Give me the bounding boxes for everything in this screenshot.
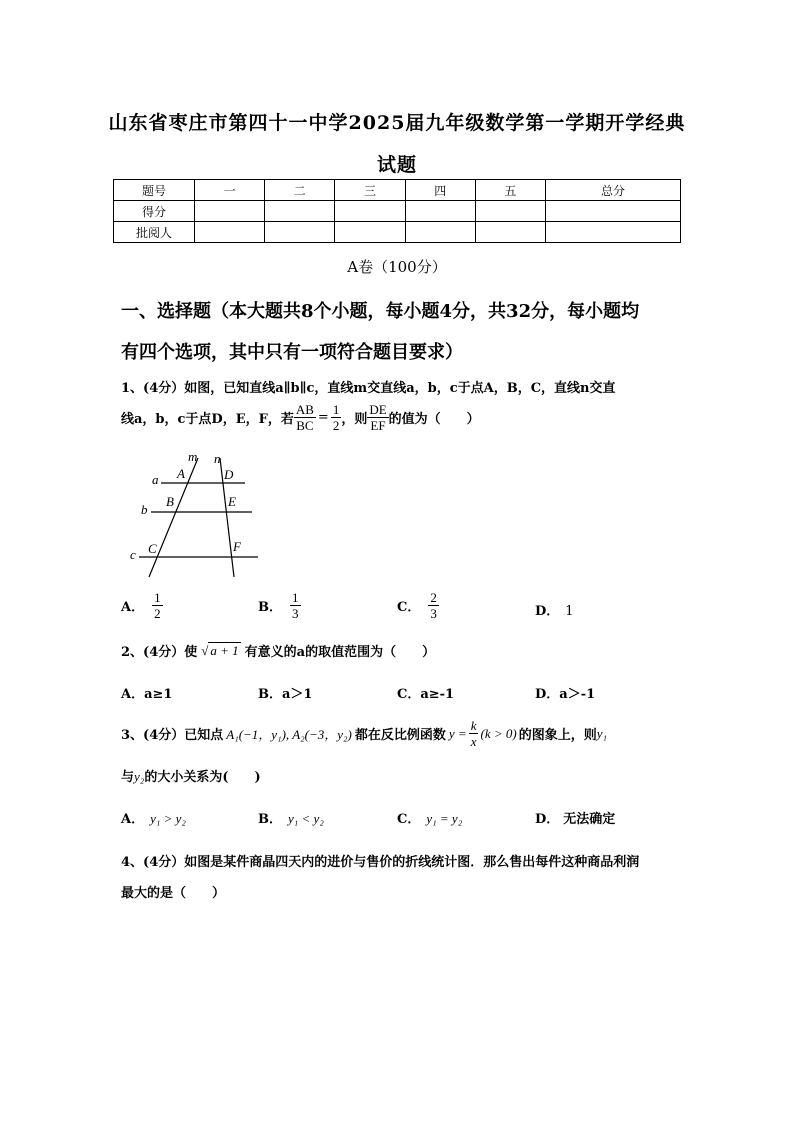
fraction-denominator: EF (370, 418, 386, 433)
q1-line2 (121, 402, 480, 433)
score-table-header-row (114, 180, 681, 201)
q2-option-b[interactable]: B．a＞1 (258, 687, 313, 702)
q3-func-fraction (469, 718, 479, 749)
q1-fraction-de-ef (367, 402, 388, 433)
option-fraction (290, 590, 301, 621)
q3-line2-b: 的大小关系为( ) (144, 770, 261, 785)
q3-suffix: 的图象上，则 (518, 728, 597, 743)
label-c: c (130, 547, 136, 562)
q4-line2: 最大的是（ ） (121, 886, 226, 901)
q2-option-c[interactable]: C．a≥-1 (397, 687, 455, 702)
option-letter: C． (397, 600, 421, 615)
score-cell (335, 222, 405, 243)
score-cell (195, 201, 265, 222)
part-a-heading: A卷（100分） (347, 258, 447, 276)
option-letter: B． (258, 812, 282, 827)
q3-option-b[interactable] (258, 808, 324, 827)
score-cell (405, 201, 475, 222)
q1-option-a[interactable] (121, 590, 163, 621)
score-table-row (114, 201, 681, 222)
parallel-lines-figure (125, 450, 265, 585)
section1-heading-line2: 有四个选项，其中只有一项符合题目要求） (121, 342, 463, 363)
option-fraction (428, 590, 439, 621)
score-cell (546, 222, 681, 243)
q3-prefix: 3、(4分）已知点 (121, 728, 224, 743)
q3-y2: y₂ (134, 769, 145, 784)
q3-option-c[interactable] (397, 808, 462, 827)
score-cell (405, 222, 475, 243)
fraction-denominator: 3 (430, 606, 437, 621)
fraction-numerator: 2 (430, 590, 437, 605)
score-table (113, 179, 681, 243)
fraction-denominator: 3 (292, 606, 299, 621)
paper-title-line2: 试题 (376, 154, 417, 176)
q2-sqrt-expression (201, 643, 240, 659)
fraction-numerator: k (470, 718, 477, 733)
label-D: D (224, 467, 234, 482)
q3-mid: 都在反比例函数 (354, 728, 446, 743)
q4-line1: 4、(4分）如图是某件商晶四天内的进价与售价的折线统计图．那么售出每件这种商品利润 (121, 855, 640, 870)
score-header-cell: 二 (265, 180, 335, 201)
q2-prefix: 2、(4分）使 (121, 645, 198, 660)
option-expression: y₁ > y₂ (150, 811, 186, 826)
q3-line2 (121, 766, 261, 785)
q1-text-c: 的值为（ ） (388, 412, 480, 427)
score-row-label: 批阅人 (114, 222, 195, 243)
label-C: C (148, 541, 157, 556)
option-expression: y₁ < y₂ (288, 811, 324, 826)
option-letter: D． (535, 812, 560, 827)
q1-option-d[interactable] (535, 600, 574, 619)
option-letter: D． (535, 604, 560, 619)
label-b: b (141, 502, 148, 517)
q3-line1 (121, 718, 607, 749)
option-expression: 无法确定 (563, 812, 616, 827)
fraction-denominator: x (470, 734, 477, 749)
label-A: A (177, 466, 185, 481)
label-E: E (228, 494, 236, 509)
q1-text-a: 线a，b，c于点D，E，F，若 (121, 412, 294, 427)
fraction-numerator: DE (369, 402, 387, 417)
score-cell (546, 201, 681, 222)
q3-option-a[interactable] (121, 808, 186, 827)
q3-line2-a: 与 (121, 770, 135, 785)
score-header-cell: 三 (335, 180, 405, 201)
label-m: m (188, 450, 198, 464)
score-cell (475, 201, 545, 222)
option-letter: B． (258, 600, 282, 615)
score-cell (195, 222, 265, 243)
score-header-cell: 题号 (114, 180, 195, 201)
paper-title-line1: 山东省枣庄市第四十一中学2025届九年级数学第一学期开学经典 (108, 112, 686, 134)
section1-heading-line1: 一、选择题（本大题共8个小题，每小题4分，共32分，每小题均 (121, 301, 640, 322)
option-letter: C． (397, 812, 421, 827)
option-letter: A． (121, 600, 145, 615)
q2-line (121, 641, 435, 660)
q3-func-lhs: y = (448, 725, 467, 741)
fraction-denominator: BC (296, 418, 314, 433)
fraction-denominator: 2 (332, 418, 340, 433)
score-header-cell: 五 (475, 180, 545, 201)
option-fraction (152, 590, 163, 621)
score-cell (265, 201, 335, 222)
q1-text-b: ，则 (341, 412, 368, 427)
label-n: n (214, 451, 221, 466)
label-F: F (233, 539, 241, 554)
q3-option-d[interactable] (535, 808, 615, 827)
score-header-cell: 一 (195, 180, 265, 201)
label-a: a (152, 472, 159, 487)
sqrt-radicand: a + 1 (210, 642, 239, 658)
q2-suffix: 有意义的a的取值范围为（ ） (244, 645, 436, 660)
score-cell (475, 222, 545, 243)
q1-option-c[interactable] (397, 590, 439, 621)
q2-option-a[interactable]: A．a≥1 (121, 687, 173, 702)
score-table-row (114, 222, 681, 243)
score-cell (335, 201, 405, 222)
q3-points: A₁(−1，y₁), A₂(−3，y₂) (226, 727, 352, 742)
q1-option-b[interactable] (258, 590, 301, 621)
score-row-label: 得分 (114, 201, 195, 222)
option-letter: A． (121, 812, 145, 827)
score-header-cell: 四 (405, 180, 475, 201)
q1-fraction-ab-bc (294, 402, 316, 433)
label-B: B (166, 494, 174, 509)
option-value: 1 (565, 604, 574, 619)
option-expression: y₁ = y₂ (426, 811, 463, 826)
q1-equals: = (317, 410, 329, 425)
fraction-numerator: AB (295, 402, 314, 417)
q3-y1: y₁ (596, 725, 607, 741)
fraction-denominator: 2 (154, 606, 161, 621)
sqrt-icon: √ (201, 642, 209, 658)
fraction-numerator: 1 (292, 590, 299, 605)
score-cell (265, 222, 335, 243)
q1-fraction-half (331, 402, 342, 433)
fraction-numerator: 1 (332, 402, 340, 417)
fraction-numerator: 1 (154, 590, 161, 605)
q1-line1: 1、(4分）如图，已知直线a∥b∥c，直线m交直线a，b，c于点A，B，C，直线n交直 (121, 381, 616, 396)
q2-option-d[interactable]: D．a＞-1 (535, 687, 596, 702)
q3-func-condition: (k > 0) (480, 725, 517, 741)
score-header-cell: 总分 (546, 180, 681, 201)
